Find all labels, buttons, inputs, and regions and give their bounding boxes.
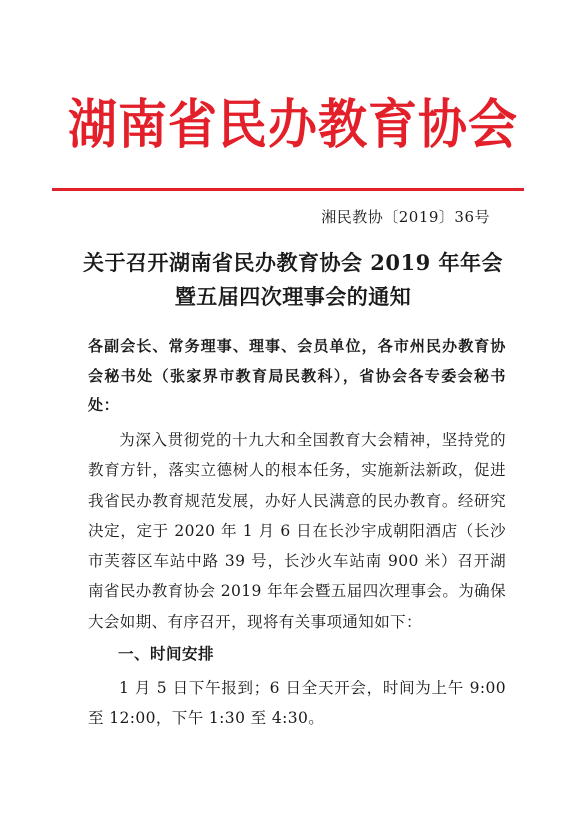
section-heading-schedule: 一、时间安排 <box>118 645 215 663</box>
title-line-1: 关于召开湖南省民办教育协会 2019 年年会 <box>82 250 504 275</box>
paragraph-schedule <box>88 673 506 734</box>
paragraph-intro-text: 为深入贯彻党的十九大和全国教育大会精神，坚持党的教育方针，落实立德树人的根本任务，实施新法新政，促进我省民办教育规范发展，办好人民满意的民办教育。经研究决定，定于 2020 年 1 月 6 日在长沙宇成朝阳酒店（长沙市芙蓉区车站中路 39 号，长沙火车站南 900 米）召开湖南省民办教育协会 2019 年年会暨五届四次理事会。为确保大会如期、有序召开，现将有关事项通知如下： <box>88 431 506 631</box>
paragraph-intro <box>88 425 506 637</box>
document-number: 湘民教协〔2019〕36号 <box>321 208 490 226</box>
red-divider-line <box>52 188 524 191</box>
paragraph-schedule-text: 1 月 5 日下午报到；6 日全天开会，时间为上午 9:00 至 12:00，下午 1:30 至 4:30。 <box>88 679 506 728</box>
organization-header: 湖南省民办教育协会 <box>67 92 518 156</box>
document-title <box>30 246 556 314</box>
addressee: 各副会长、常务理事、理事、会员单位，各市州民办教育协会秘书处（张家界市教育局民教科），省协会各专委会秘书处： <box>88 337 506 414</box>
title-line-2: 暨五届四次理事会的通知 <box>174 284 412 309</box>
